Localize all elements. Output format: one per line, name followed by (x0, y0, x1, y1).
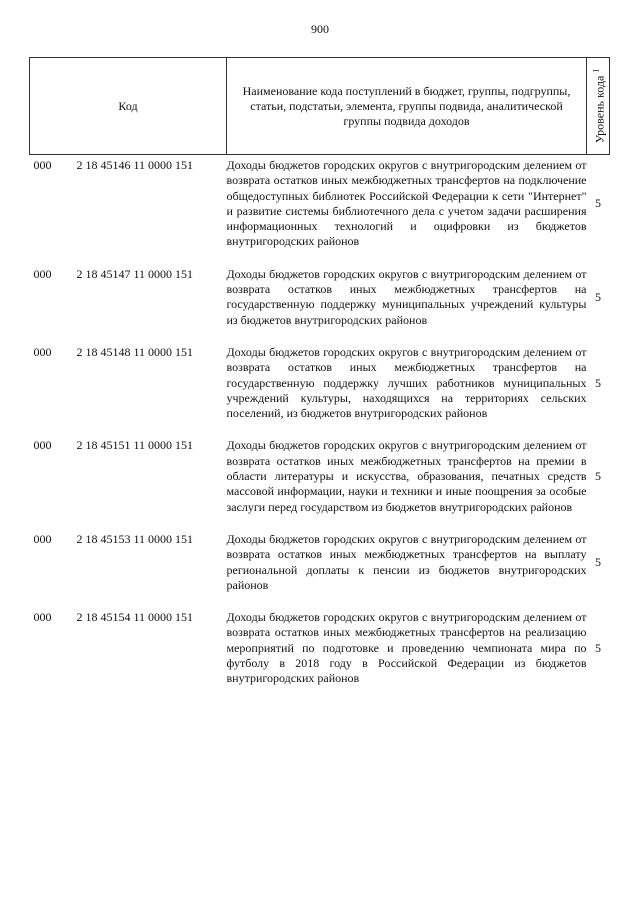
header-level-text (589, 69, 608, 144)
budget-code: 2 18 45153 11 0000 151 (76, 531, 194, 546)
header-level-label: Уровень кода (592, 75, 607, 144)
code-cell (30, 155, 227, 267)
code-cell (30, 438, 227, 531)
admin-code: 000 (33, 610, 52, 625)
level-cell: 5 (595, 375, 601, 390)
table-row (30, 155, 610, 267)
table-row (30, 532, 610, 610)
header-code: Код (30, 58, 227, 155)
level-cell: 5 (595, 469, 601, 484)
code-cell (30, 610, 227, 703)
admin-code: 000 (33, 266, 52, 281)
table-header-row (30, 58, 610, 155)
level-cell: 5 (595, 289, 601, 304)
table-row (30, 610, 610, 703)
name-cell: Доходы бюджетов городских округов с внутригородским делением от возврата остатков иных межбюджетных трансфертов на подключение общедоступных библиотек Российской Федерации к сети "Интернет" и развитие системы библиотечного дела с учетом задачи расширения информационных технологий и оцифровки из бюджетов внутригородских районов (226, 158, 587, 249)
level-cell: 5 (595, 196, 601, 211)
code-cell (30, 345, 227, 438)
admin-code: 000 (33, 531, 52, 546)
budget-code: 2 18 45146 11 0000 151 (76, 158, 194, 172)
table-row (30, 438, 610, 531)
budget-code: 2 18 45151 11 0000 151 (76, 438, 194, 453)
admin-code: 000 (33, 344, 52, 359)
budget-code: 2 18 45154 11 0000 151 (76, 610, 194, 625)
page-number: 900 (311, 22, 329, 36)
name-cell: Доходы бюджетов городских округов с внутригородским делением от возврата остатков иных межбюджетных трансфертов на выплату региональной доплаты к пенсии из бюджетов внутригородских районов (226, 531, 587, 592)
level-cell: 5 (595, 555, 601, 570)
admin-code: 000 (33, 438, 52, 453)
name-cell: Доходы бюджетов городских округов с внутригородским делением от возврата остатков иных межбюджетных трансфертов на государственную поддержку лучших работников муниципальных учреждений культуры, находящихся на территориях сельских поселений, из бюджетов внутригородских районов (226, 344, 587, 421)
revenue-codes-table (29, 57, 610, 704)
code-cell (30, 532, 227, 610)
header-name: Наименование кода поступлений в бюджет, группы, подгруппы, статьи, подстатьи, элемента, группы подвида, аналитической группы подвида доходов (227, 58, 587, 155)
header-level-footnote: 1 (591, 68, 601, 73)
budget-code: 2 18 45148 11 0000 151 (76, 344, 194, 359)
header-level (587, 58, 610, 155)
table-row (30, 345, 610, 438)
budget-code: 2 18 45147 11 0000 151 (76, 266, 194, 281)
name-cell: Доходы бюджетов городских округов с внутригородским делением от возврата остатков иных межбюджетных трансфертов на государственную поддержку муниципальных учреждений культуры из бюджетов внутригородских районов (226, 266, 587, 327)
code-cell (30, 267, 227, 345)
name-cell: Доходы бюджетов городских округов с внутригородским делением от возврата остатков иных межбюджетных трансфертов на премии в области литературы и искусства, образования, печатных средств массовой информации, науки и техники и иные поощрения за особые заслуги перед государством из бюджетов внутригородских районов (226, 438, 587, 514)
admin-code: 000 (33, 158, 52, 172)
name-cell: Доходы бюджетов городских округов с внутригородским делением от возврата остатков иных межбюджетных трансфертов на реализацию мероприятий по подготовке и проведению чемпионата мира по футболу в 2018 году в Российской Федерации из бюджетов внутригородских районов (226, 610, 587, 686)
table-row (30, 267, 610, 345)
level-cell: 5 (595, 640, 601, 655)
